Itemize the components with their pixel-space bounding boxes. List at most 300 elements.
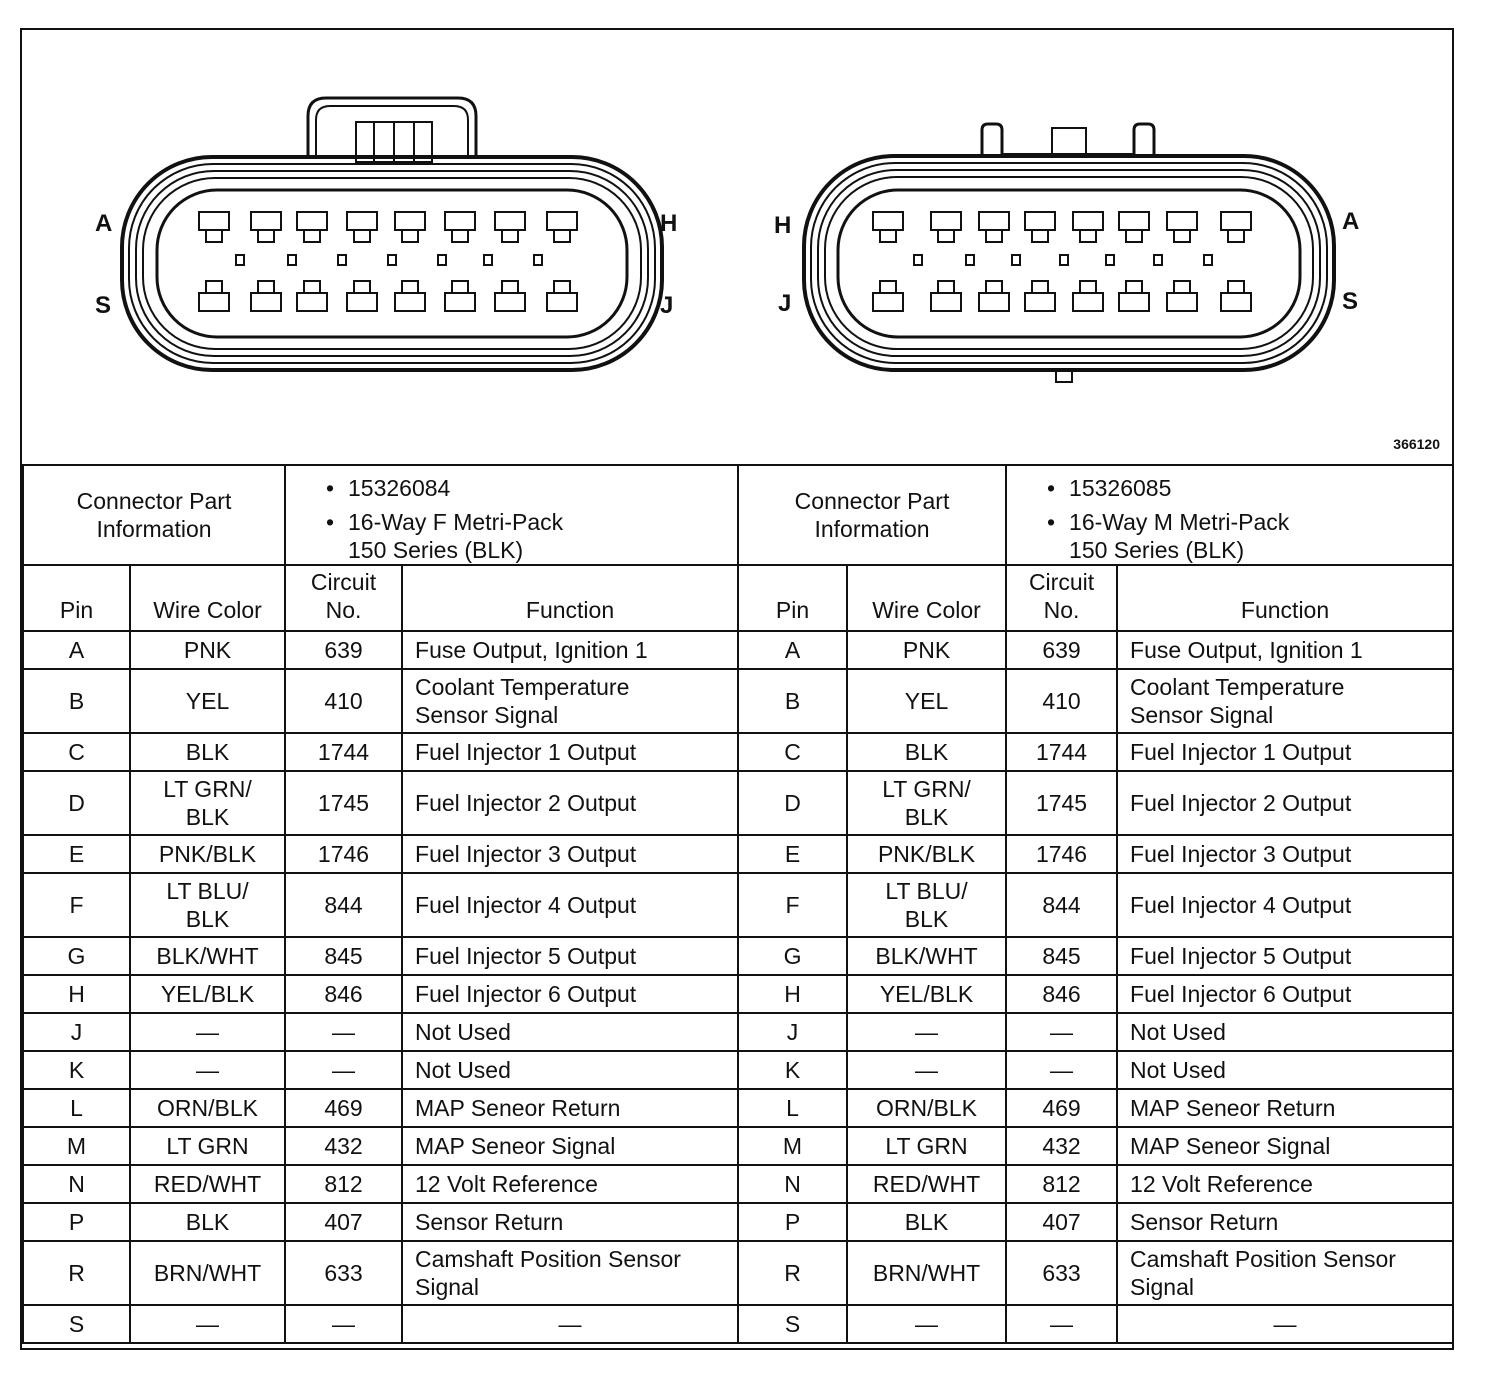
function-cell-text: Fuel Injector 4 Output bbox=[415, 892, 637, 918]
function-cell bbox=[1117, 1203, 1453, 1241]
right-top-cavity bbox=[1119, 212, 1149, 230]
right-part-info-value bbox=[1006, 465, 1453, 565]
right-label-bottom-left: J bbox=[778, 290, 792, 317]
function-cell bbox=[402, 1127, 738, 1165]
pin-cell-text: L bbox=[786, 1094, 799, 1121]
header-pin: Pin bbox=[738, 565, 847, 631]
wire-color-cell-text: LT GRN/ bbox=[163, 776, 252, 802]
function-cell-text: Sensor Signal bbox=[1130, 702, 1274, 728]
circuit-cell bbox=[1006, 1051, 1117, 1089]
bullet-icon: • bbox=[326, 475, 335, 501]
left-part-info-label bbox=[23, 465, 285, 565]
wire-color-cell bbox=[130, 937, 285, 975]
function-cell-text: Not Used bbox=[415, 1019, 511, 1045]
left-top-latch bbox=[452, 230, 468, 242]
left-bottom-latch bbox=[304, 281, 320, 293]
table-row bbox=[23, 873, 1453, 937]
left-top-latch bbox=[502, 230, 518, 242]
wire-color-cell bbox=[847, 1089, 1006, 1127]
wire-color-cell bbox=[130, 1165, 285, 1203]
header-function: Function bbox=[402, 565, 738, 631]
wire-color-cell bbox=[130, 1241, 285, 1305]
pin-cell bbox=[738, 1241, 847, 1305]
function-cell bbox=[1117, 1127, 1453, 1165]
wire-color-cell bbox=[847, 1305, 1006, 1343]
right-top-latch bbox=[1174, 230, 1190, 242]
pin-cell bbox=[738, 771, 847, 835]
function-cell bbox=[1117, 1089, 1453, 1127]
function-cell-text: Fuel Injector 6 Output bbox=[1130, 981, 1352, 1007]
right-description-line2: 150 Series (BLK) bbox=[1069, 537, 1245, 563]
function-cell bbox=[402, 1305, 738, 1343]
left-top-cavity bbox=[251, 212, 281, 230]
pin-cell bbox=[738, 1127, 847, 1165]
pin-cell-text: R bbox=[784, 1259, 801, 1286]
right-part-number: 15326085 bbox=[1069, 475, 1172, 501]
right-bottom-latch bbox=[880, 281, 896, 293]
right-bottom-cavity bbox=[873, 293, 903, 311]
circuit-cell-text: 1745 bbox=[1035, 789, 1088, 816]
table-row bbox=[23, 937, 1453, 975]
function-cell bbox=[402, 1051, 738, 1089]
pin-cell-text: B bbox=[784, 687, 801, 714]
right-key-slot bbox=[1060, 255, 1068, 265]
pin-cell-text: D bbox=[784, 789, 801, 816]
right-label-top-left: H bbox=[774, 212, 792, 239]
circuit-cell-text: 846 bbox=[1042, 980, 1081, 1007]
table-row bbox=[23, 771, 1453, 835]
bullet-icon: • bbox=[1047, 509, 1056, 535]
right-key-slot bbox=[1012, 255, 1020, 265]
wire-color-cell-text: YEL/BLK bbox=[160, 981, 255, 1007]
left-key-slot bbox=[438, 255, 446, 265]
circuit-cell bbox=[285, 669, 402, 733]
circuit-cell-text: — bbox=[332, 1018, 356, 1045]
left-label-bottom-left: S bbox=[95, 292, 112, 319]
circuit-cell bbox=[285, 1051, 402, 1089]
circuit-cell-text: 845 bbox=[324, 942, 363, 969]
left-bottom-cavity bbox=[395, 293, 425, 311]
circuit-cell bbox=[1006, 631, 1117, 669]
function-cell-text: 12 Volt Reference bbox=[415, 1171, 598, 1197]
circuit-cell bbox=[285, 835, 402, 873]
wire-color-cell-text: BLK bbox=[904, 1209, 949, 1235]
pin-cell-text: C bbox=[68, 738, 85, 765]
function-cell-text: Fuel Injector 3 Output bbox=[1130, 841, 1352, 867]
function-cell-text: Not Used bbox=[1130, 1019, 1226, 1045]
left-top-latch bbox=[402, 230, 418, 242]
connector-drawings bbox=[22, 30, 1452, 464]
left-description-line1: 16-Way F Metri-Pack bbox=[348, 509, 564, 535]
function-cell bbox=[1117, 1051, 1453, 1089]
right-connector-drawing bbox=[804, 124, 1334, 382]
right-part-info-label-line2: Information bbox=[814, 516, 930, 542]
circuit-cell bbox=[285, 771, 402, 835]
header-wire-color: Wire Color bbox=[847, 565, 1006, 631]
left-top-latch bbox=[206, 230, 222, 242]
circuit-cell-text: — bbox=[332, 1056, 356, 1083]
function-cell-text: Coolant Temperature bbox=[1130, 674, 1345, 700]
right-top-cavity bbox=[979, 212, 1009, 230]
header-circuit-line2: No. bbox=[1043, 597, 1080, 623]
circuit-cell bbox=[1006, 771, 1117, 835]
left-connector-drawing bbox=[122, 98, 662, 370]
pin-cell bbox=[23, 1051, 130, 1089]
circuit-cell-text: 407 bbox=[324, 1208, 363, 1235]
function-cell-text: MAP Seneor Signal bbox=[415, 1133, 616, 1159]
wire-color-cell bbox=[847, 1013, 1006, 1051]
pin-cell bbox=[23, 733, 130, 771]
pin-cell bbox=[738, 669, 847, 733]
left-bottom-cavity bbox=[547, 293, 577, 311]
pin-cell bbox=[23, 1305, 130, 1343]
pin-cell-text: G bbox=[67, 942, 86, 969]
function-cell-text: MAP Seneor Return bbox=[415, 1095, 621, 1121]
function-cell-text: — bbox=[1273, 1310, 1297, 1337]
right-top-latch bbox=[1080, 230, 1096, 242]
wire-color-cell bbox=[847, 771, 1006, 835]
function-cell-text: MAP Seneor Return bbox=[1130, 1095, 1336, 1121]
function-cell-text: Fuel Injector 2 Output bbox=[1130, 790, 1352, 816]
circuit-cell bbox=[285, 733, 402, 771]
table-row bbox=[23, 669, 1453, 733]
circuit-cell-text: — bbox=[332, 1310, 356, 1337]
wire-color-cell-text: YEL/BLK bbox=[879, 981, 974, 1007]
left-bottom-cavity bbox=[199, 293, 229, 311]
left-description-line2: 150 Series (BLK) bbox=[348, 537, 524, 563]
function-cell bbox=[402, 669, 738, 733]
circuit-cell bbox=[1006, 937, 1117, 975]
pin-cell-text: S bbox=[68, 1310, 85, 1337]
left-bottom-latch bbox=[206, 281, 222, 293]
function-cell bbox=[402, 975, 738, 1013]
pin-cell bbox=[738, 975, 847, 1013]
right-top-latch bbox=[1032, 230, 1048, 242]
table-row bbox=[23, 1165, 1453, 1203]
right-top-cavity bbox=[1025, 212, 1055, 230]
column-header-row bbox=[23, 565, 1453, 631]
pin-cell bbox=[23, 873, 130, 937]
wire-color-cell-text: — bbox=[915, 1311, 939, 1337]
circuit-cell bbox=[285, 1089, 402, 1127]
pin-cell bbox=[23, 937, 130, 975]
circuit-cell-text: — bbox=[1050, 1018, 1074, 1045]
pin-cell-text: H bbox=[784, 980, 801, 1007]
circuit-cell bbox=[285, 631, 402, 669]
left-bottom-latch bbox=[258, 281, 274, 293]
left-key-slot bbox=[484, 255, 492, 265]
table-row bbox=[23, 1051, 1453, 1089]
wire-color-cell-text: BRN/WHT bbox=[872, 1260, 981, 1286]
right-description-line1: 16-Way M Metri-Pack bbox=[1069, 509, 1290, 535]
right-top-latch bbox=[986, 230, 1002, 242]
wire-color-cell-text: LT BLU/ bbox=[166, 878, 249, 904]
pin-cell bbox=[738, 1305, 847, 1343]
right-key-slot bbox=[966, 255, 974, 265]
left-part-info-label-line1: Connector Part bbox=[76, 488, 232, 514]
circuit-cell-text: 432 bbox=[324, 1132, 363, 1159]
left-key-slot bbox=[338, 255, 346, 265]
right-top-latch bbox=[1228, 230, 1244, 242]
pin-cell-text: N bbox=[784, 1170, 801, 1197]
right-bottom-latch bbox=[1174, 281, 1190, 293]
function-cell bbox=[1117, 1241, 1453, 1305]
wire-color-cell bbox=[847, 1165, 1006, 1203]
pin-cell bbox=[738, 1165, 847, 1203]
function-cell bbox=[402, 771, 738, 835]
function-cell-text: Fuel Injector 6 Output bbox=[415, 981, 637, 1007]
table-row bbox=[23, 1127, 1453, 1165]
function-cell-text: Sensor Return bbox=[415, 1209, 564, 1235]
function-cell bbox=[402, 873, 738, 937]
wire-color-cell-text: LT BLU/ bbox=[885, 878, 968, 904]
pin-cell bbox=[23, 1013, 130, 1051]
left-bottom-latch bbox=[554, 281, 570, 293]
function-cell-text: Sensor Return bbox=[1130, 1209, 1279, 1235]
function-cell-text: 12 Volt Reference bbox=[1130, 1171, 1313, 1197]
pin-cell-text: G bbox=[783, 942, 802, 969]
right-key-slot bbox=[1204, 255, 1212, 265]
circuit-cell-text: 410 bbox=[324, 687, 363, 714]
right-top-cavity bbox=[1073, 212, 1103, 230]
right-bottom-latch bbox=[1228, 281, 1244, 293]
right-bottom-cavity bbox=[1221, 293, 1251, 311]
left-top-latch bbox=[354, 230, 370, 242]
pin-cell bbox=[738, 1051, 847, 1089]
header-function: Function bbox=[1117, 565, 1453, 631]
right-top-latch bbox=[880, 230, 896, 242]
circuit-cell bbox=[1006, 975, 1117, 1013]
circuit-cell-text: 639 bbox=[1042, 636, 1081, 663]
left-key-slot bbox=[288, 255, 296, 265]
function-cell-text: Fuel Injector 1 Output bbox=[415, 739, 637, 765]
function-cell-text: Fuel Injector 4 Output bbox=[1130, 892, 1352, 918]
pin-cell bbox=[738, 733, 847, 771]
pin-cell bbox=[23, 631, 130, 669]
left-bottom-cavity bbox=[347, 293, 377, 311]
function-cell-text: — bbox=[558, 1310, 582, 1337]
pin-cell-text: E bbox=[784, 840, 801, 867]
left-top-latch bbox=[304, 230, 320, 242]
wire-color-cell-text: BLK bbox=[904, 906, 949, 932]
table-row bbox=[23, 975, 1453, 1013]
table-row bbox=[23, 733, 1453, 771]
wire-color-cell-text: — bbox=[915, 1057, 939, 1083]
left-bottom-cavity bbox=[297, 293, 327, 311]
pin-cell-text: M bbox=[782, 1132, 803, 1159]
function-cell bbox=[402, 1013, 738, 1051]
circuit-cell-text: 1744 bbox=[317, 738, 370, 765]
function-cell-text: Signal bbox=[415, 1274, 479, 1300]
left-top-cavity bbox=[395, 212, 425, 230]
pin-cell-text: F bbox=[69, 891, 84, 918]
circuit-cell bbox=[285, 1165, 402, 1203]
right-label-bottom-right: S bbox=[1342, 288, 1359, 315]
pin-cell-text: R bbox=[68, 1259, 85, 1286]
wire-color-cell-text: YEL bbox=[185, 688, 230, 714]
circuit-cell bbox=[1006, 1203, 1117, 1241]
right-bottom-cavity bbox=[1073, 293, 1103, 311]
wire-color-cell-text: BLK bbox=[185, 804, 230, 830]
pin-cell bbox=[23, 771, 130, 835]
function-cell bbox=[1117, 937, 1453, 975]
function-cell bbox=[402, 631, 738, 669]
pin-rows bbox=[23, 631, 1453, 1343]
wire-color-cell bbox=[130, 1051, 285, 1089]
header-circuit bbox=[285, 565, 402, 631]
pin-cell bbox=[738, 631, 847, 669]
function-cell-text: Fuel Injector 5 Output bbox=[1130, 943, 1352, 969]
function-cell bbox=[1117, 733, 1453, 771]
header-circuit-line2: No. bbox=[325, 597, 362, 623]
wire-color-cell-text: PNK bbox=[902, 637, 951, 663]
right-key-slot bbox=[1154, 255, 1162, 265]
header-wire-color: Wire Color bbox=[130, 565, 285, 631]
wire-color-cell-text: PNK/BLK bbox=[877, 841, 976, 867]
wire-color-cell-text: BRN/WHT bbox=[153, 1260, 262, 1286]
function-cell-text: Fuse Output, Ignition 1 bbox=[415, 637, 648, 663]
pin-cell bbox=[23, 1241, 130, 1305]
right-bottom-cavity bbox=[979, 293, 1009, 311]
pin-cell bbox=[738, 1013, 847, 1051]
wire-color-cell-text: YEL bbox=[904, 688, 949, 714]
circuit-cell bbox=[1006, 1305, 1117, 1343]
function-cell bbox=[1117, 771, 1453, 835]
wire-color-cell bbox=[130, 771, 285, 835]
right-top-cavity bbox=[931, 212, 961, 230]
function-cell bbox=[402, 835, 738, 873]
wire-color-cell-text: BLK bbox=[904, 804, 949, 830]
wire-color-cell-text: LT GRN/ bbox=[882, 776, 971, 802]
left-top-cavity bbox=[199, 212, 229, 230]
circuit-cell bbox=[1006, 1241, 1117, 1305]
function-cell bbox=[1117, 1305, 1453, 1343]
circuit-cell-text: 845 bbox=[1042, 942, 1081, 969]
pinout-table bbox=[22, 464, 1454, 1344]
function-cell-text: Camshaft Position Sensor bbox=[1130, 1246, 1396, 1272]
function-cell-text: Fuse Output, Ignition 1 bbox=[1130, 637, 1363, 663]
function-cell bbox=[1117, 873, 1453, 937]
circuit-cell bbox=[1006, 1127, 1117, 1165]
wire-color-cell bbox=[130, 1203, 285, 1241]
pin-cell-text: N bbox=[68, 1170, 85, 1197]
pin-cell bbox=[738, 1203, 847, 1241]
wire-color-cell bbox=[130, 669, 285, 733]
function-cell bbox=[1117, 835, 1453, 873]
left-top-cavity bbox=[547, 212, 577, 230]
table-row bbox=[23, 1241, 1453, 1305]
wire-color-cell-text: LT GRN bbox=[885, 1133, 968, 1159]
header-circuit bbox=[1006, 565, 1117, 631]
function-cell bbox=[1117, 669, 1453, 733]
pin-cell bbox=[23, 669, 130, 733]
circuit-cell-text: 844 bbox=[1042, 891, 1081, 918]
wire-color-cell bbox=[847, 631, 1006, 669]
right-top-cavity bbox=[1221, 212, 1251, 230]
circuit-cell-text: 633 bbox=[1042, 1259, 1081, 1286]
pin-cell-text: H bbox=[68, 980, 85, 1007]
circuit-cell bbox=[1006, 1089, 1117, 1127]
wire-color-cell bbox=[847, 733, 1006, 771]
header-circuit-line1: Circuit bbox=[1028, 569, 1095, 595]
pin-cell bbox=[23, 1127, 130, 1165]
wire-color-cell-text: BLK/WHT bbox=[875, 943, 978, 969]
table-row bbox=[23, 1305, 1453, 1343]
wire-color-cell-text: PNK bbox=[183, 637, 232, 663]
circuit-cell bbox=[1006, 669, 1117, 733]
circuit-cell-text: 633 bbox=[324, 1259, 363, 1286]
function-cell-text: MAP Seneor Signal bbox=[1130, 1133, 1331, 1159]
right-part-info-label-line1: Connector Part bbox=[794, 488, 950, 514]
circuit-cell-text: 1746 bbox=[1035, 840, 1088, 867]
left-part-number: 15326084 bbox=[348, 475, 451, 501]
pin-cell bbox=[738, 873, 847, 937]
wire-color-cell bbox=[130, 835, 285, 873]
wire-color-cell-text: BLK bbox=[185, 906, 230, 932]
function-cell-text: Not Used bbox=[1130, 1057, 1226, 1083]
circuit-cell-text: 1745 bbox=[317, 789, 370, 816]
wire-color-cell-text: RED/WHT bbox=[153, 1171, 262, 1197]
wire-color-cell bbox=[847, 835, 1006, 873]
pin-cell bbox=[23, 1089, 130, 1127]
circuit-cell-text: 469 bbox=[1042, 1094, 1081, 1121]
circuit-cell-text: 812 bbox=[1042, 1170, 1081, 1197]
right-key-slot bbox=[1106, 255, 1114, 265]
function-cell-text: Fuel Injector 2 Output bbox=[415, 790, 637, 816]
circuit-cell-text: 1746 bbox=[317, 840, 370, 867]
right-top-cavity bbox=[1167, 212, 1197, 230]
function-cell-text: Fuel Injector 1 Output bbox=[1130, 739, 1352, 765]
circuit-cell bbox=[1006, 733, 1117, 771]
wire-color-cell bbox=[847, 1241, 1006, 1305]
circuit-cell-text: 410 bbox=[1042, 687, 1081, 714]
pin-cell bbox=[23, 835, 130, 873]
circuit-cell-text: 407 bbox=[1042, 1208, 1081, 1235]
left-part-info-label-line2: Information bbox=[96, 516, 212, 542]
wire-color-cell bbox=[847, 937, 1006, 975]
left-top-cavity bbox=[347, 212, 377, 230]
function-cell bbox=[402, 1241, 738, 1305]
pin-cell-text: A bbox=[68, 636, 85, 663]
wire-color-cell bbox=[847, 873, 1006, 937]
right-bottom-latch bbox=[938, 281, 954, 293]
left-bottom-latch bbox=[354, 281, 370, 293]
wire-color-cell-text: BLK/WHT bbox=[156, 943, 259, 969]
pin-cell bbox=[738, 1089, 847, 1127]
pin-cell-text: P bbox=[68, 1208, 85, 1235]
left-top-latch bbox=[554, 230, 570, 242]
pin-cell-text: K bbox=[784, 1056, 801, 1083]
wire-color-cell-text: — bbox=[915, 1019, 939, 1045]
left-key-slot bbox=[388, 255, 396, 265]
pin-cell bbox=[738, 835, 847, 873]
right-bottom-latch bbox=[1032, 281, 1048, 293]
wire-color-cell-text: — bbox=[196, 1311, 219, 1337]
left-bottom-cavity bbox=[445, 293, 475, 311]
right-bottom-latch bbox=[986, 281, 1002, 293]
circuit-cell bbox=[1006, 1165, 1117, 1203]
left-top-latch bbox=[258, 230, 274, 242]
left-label-bottom-right: J bbox=[660, 292, 674, 319]
right-top-latch bbox=[1126, 230, 1142, 242]
wire-color-cell-text: RED/WHT bbox=[872, 1171, 981, 1197]
function-cell bbox=[1117, 1013, 1453, 1051]
wire-color-cell-text: — bbox=[196, 1019, 219, 1045]
right-bottom-latch bbox=[1126, 281, 1142, 293]
pin-cell-text: M bbox=[66, 1132, 87, 1159]
circuit-cell-text: 469 bbox=[324, 1094, 363, 1121]
bullet-icon: • bbox=[1047, 475, 1056, 501]
